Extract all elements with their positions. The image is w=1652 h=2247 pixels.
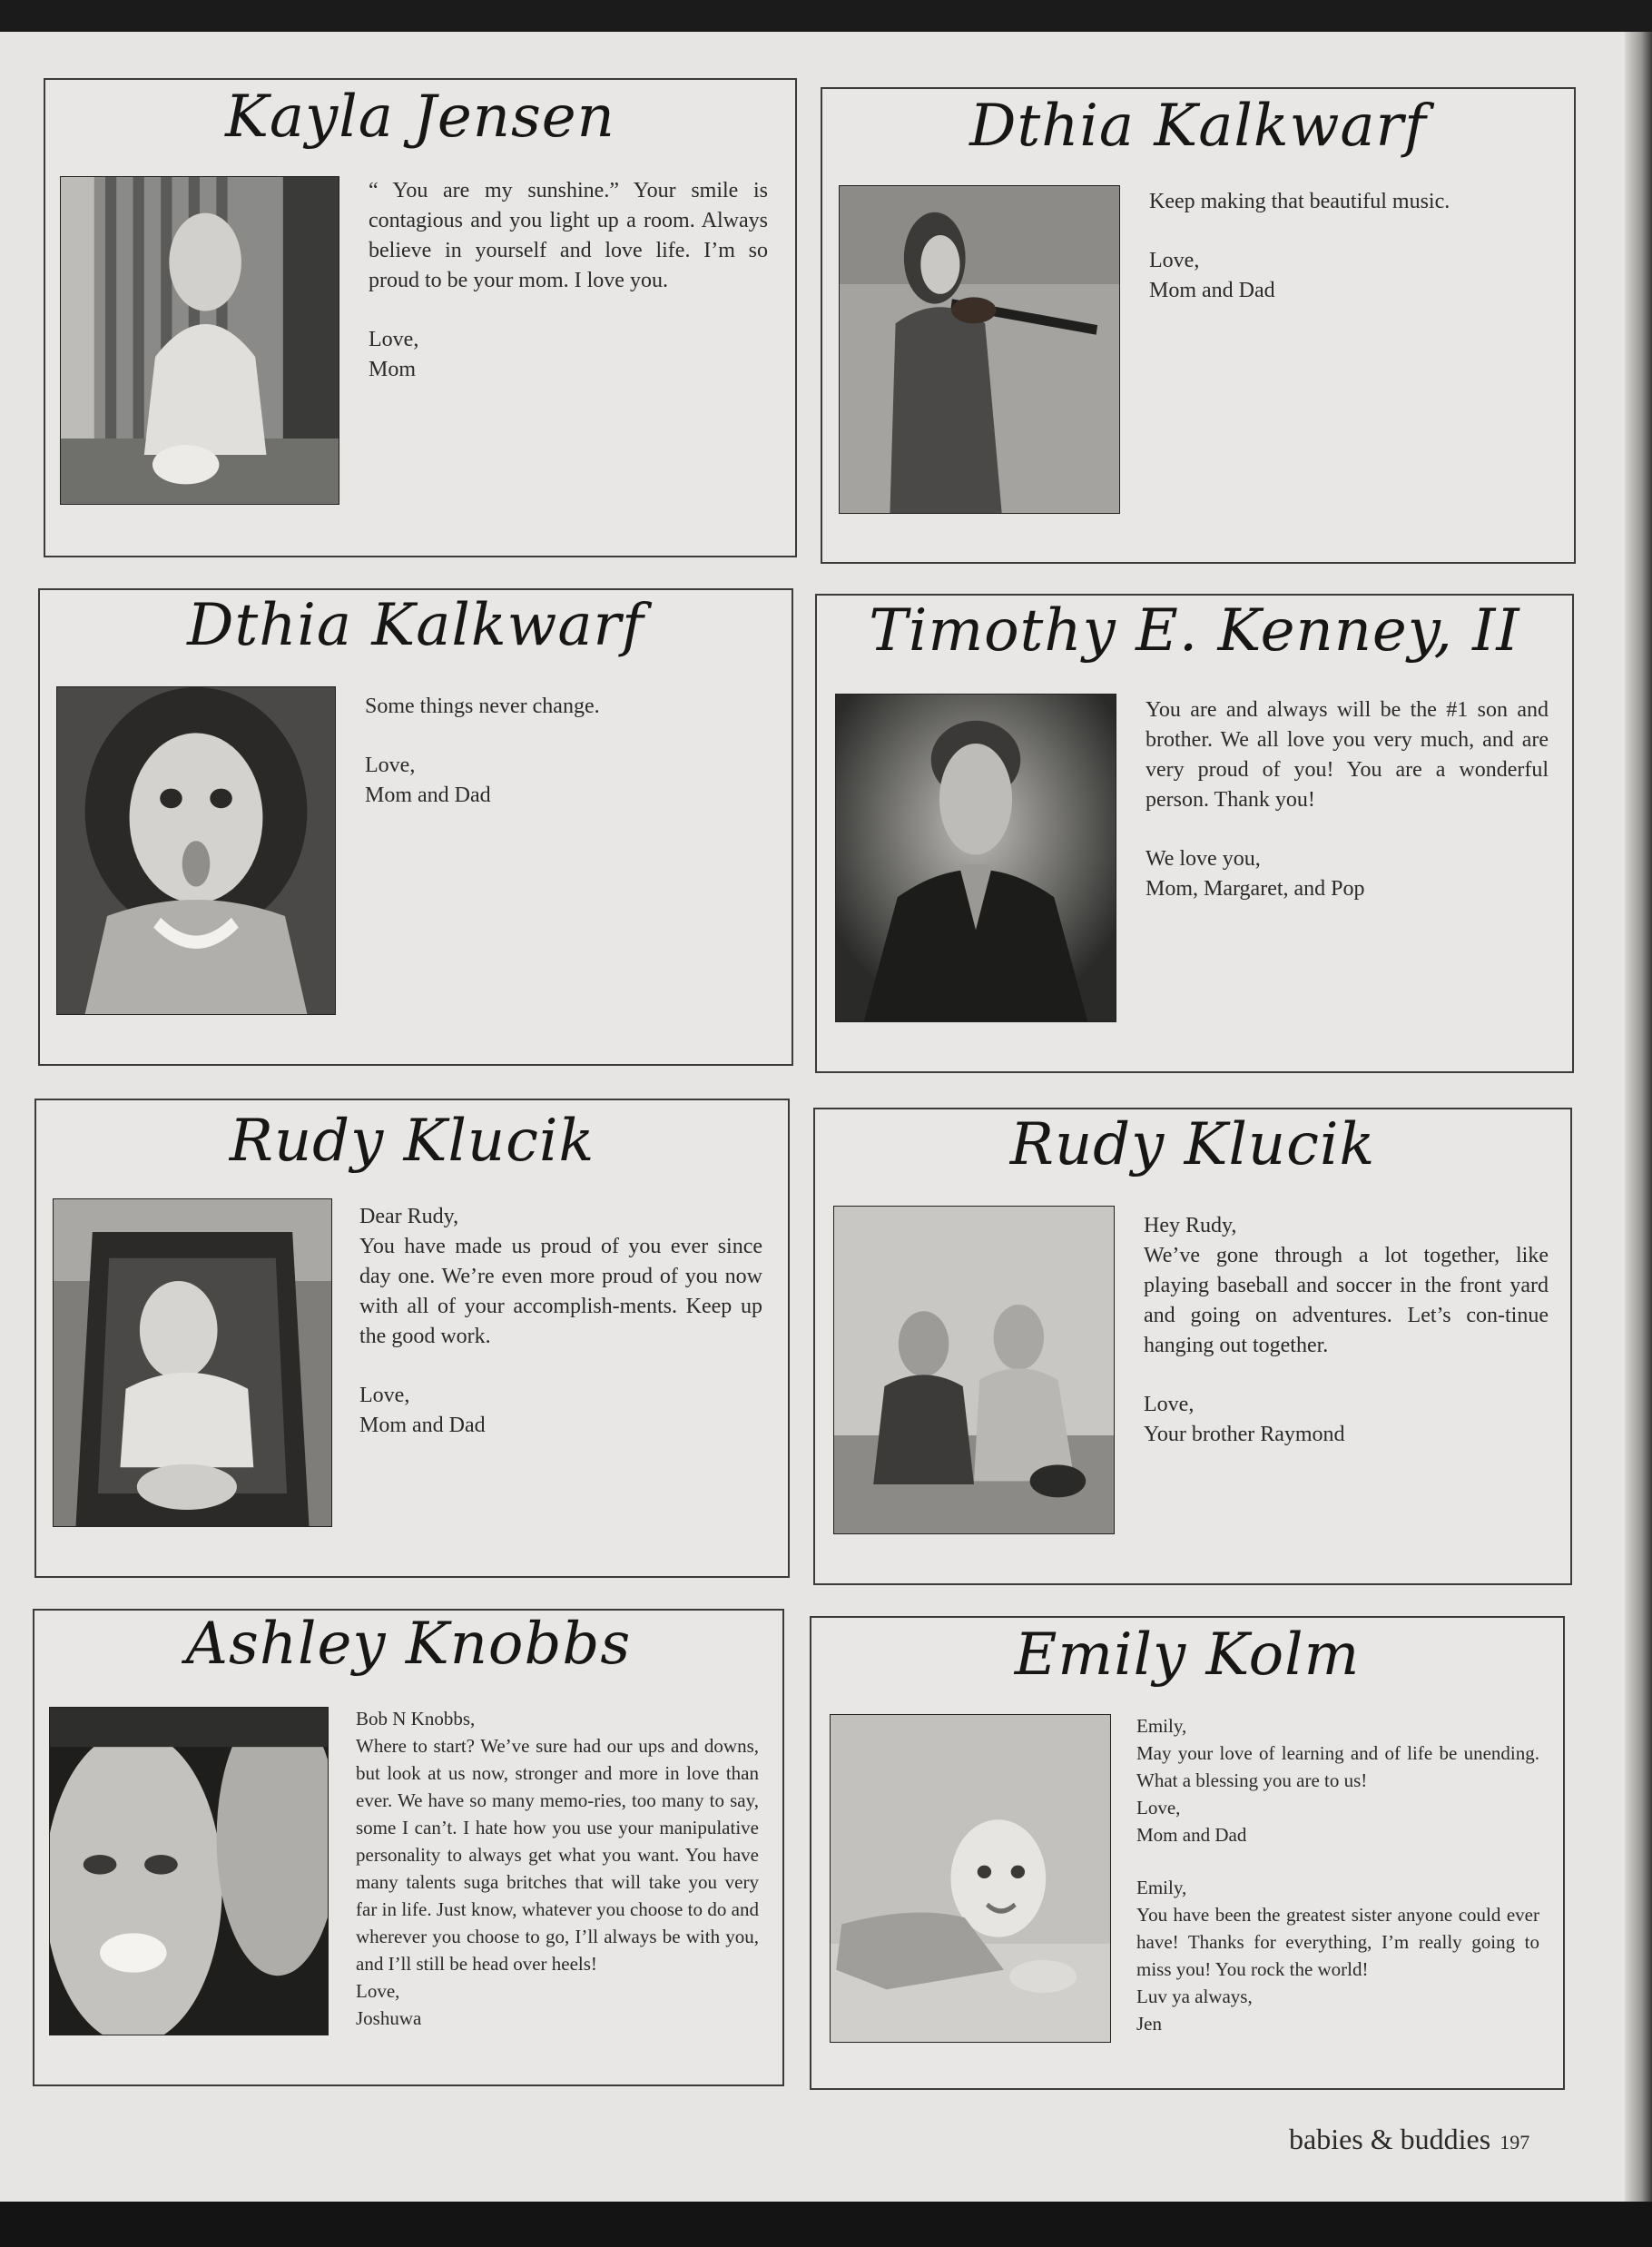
message-line: Your brother Raymond [1144, 1423, 1345, 1446]
message-line: May your love of learning and of life be unending. What a blessing you are to us! [1136, 1742, 1539, 1791]
message-line: Love, [1144, 1393, 1195, 1416]
ad-panel-kayla-jensen [44, 78, 797, 557]
ad-message [369, 176, 768, 385]
message-line: “ You are my sunshine.” Your smile is contagious and you light up a room. Always believe in yourself and love life. I’m so proud to be your mom. I love you. [369, 179, 768, 292]
message-line: Emily, [1136, 1715, 1187, 1737]
ad-panel-rudy-klucik-2 [813, 1108, 1572, 1585]
ad-panel-timothy-kenney [815, 594, 1574, 1073]
message-line: Jen [1136, 2013, 1162, 2035]
message-line: You have made us proud of you ever since day one. We’re even more proud of you now with all of your accomplish-ments. Keep up the good work. [359, 1235, 762, 1348]
ad-panel-ashley-knobbs [33, 1609, 784, 2086]
message-line: We love you, [1146, 847, 1261, 871]
ad-name: Rudy Klucik [1009, 1111, 1376, 1178]
ad-message [1146, 695, 1549, 904]
message-line: Some things never change. [365, 695, 600, 718]
ad-name: Rudy Klucik [229, 1108, 595, 1175]
ad-panel-dthia-kalkwarf-2 [38, 588, 793, 1066]
ad-panel-rudy-klucik-1 [34, 1099, 790, 1578]
message-line: Love, [365, 754, 416, 777]
ad-message [1149, 187, 1549, 306]
scan-bottom-edge [0, 2202, 1652, 2247]
message-line: You have been the greatest sister anyone could ever have! Thanks for everything, I’m really going to miss you! You rock the world! [1136, 1904, 1539, 1980]
message-line: Luv ya always, [1136, 1986, 1253, 2007]
ad-message [356, 1705, 759, 2032]
baby-in-stroller-photo [53, 1198, 332, 1527]
message-line: Mom, Margaret, and Pop [1146, 877, 1365, 901]
ad-name: Emily Kolm [1014, 1621, 1361, 1689]
page-edge-shadow [1625, 32, 1652, 2202]
message-line: Mom and Dad [1136, 1824, 1247, 1846]
message-line: Where to start? We’ve sure had our ups and downs, but look at us now, stronger and more in love than ever. We have so many memo-ries, too many to say, some I can’t. I hate how you use your manipulative personality to always get what you want. You have many talents suga britches that will take you very far in life. Just know, whatever you choose to do and wherever you choose to go, I’ll always be with you, and I’ll still be head over heels! [356, 1735, 759, 1975]
ad-panel-dthia-kalkwarf-1 [821, 87, 1576, 564]
message-line: We’ve gone through a lot together, like playing baseball and soccer in the front yard and going on adventures. Let’s con-tinue hanging out together. [1144, 1244, 1549, 1357]
girl-sticking-out-tongue-photo [56, 686, 336, 1015]
section-title: babies & buddies [1289, 2123, 1491, 2155]
page-number: 197 [1500, 2131, 1530, 2153]
message-line: Mom and Dad [359, 1414, 486, 1437]
message-line: Mom and Dad [365, 783, 491, 807]
message-line: Joshuwa [356, 2007, 422, 2029]
ad-message [1136, 1712, 1539, 2037]
message-line: Love, [356, 1980, 400, 2002]
two-faces-closeup-photo [49, 1707, 329, 2035]
message-line: Emily, [1136, 1877, 1187, 1898]
ad-message [1144, 1211, 1549, 1450]
ad-name: Dthia Kalkwarf [187, 592, 644, 659]
ad-name: Kayla Jensen [225, 84, 615, 151]
ad-message [365, 692, 764, 811]
page-footer [1289, 2123, 1529, 2156]
ad-name: Dthia Kalkwarf [969, 93, 1427, 160]
ad-message [359, 1202, 762, 1441]
message-line: Mom and Dad [1149, 279, 1275, 302]
ad-panel-emily-kolm [810, 1616, 1565, 2090]
girl-with-violin-photo [839, 185, 1120, 514]
baby-crawling-photo [830, 1714, 1111, 2043]
two-boys-sitting-photo [833, 1206, 1115, 1534]
toddler-in-chair-photo [60, 176, 339, 505]
message-line: Mom [369, 358, 417, 381]
ad-name: Ashley Knobbs [185, 1611, 632, 1678]
message-line: Love, [369, 328, 419, 351]
message-line: Bob N Knobbs, [356, 1708, 476, 1730]
message-line: Dear Rudy, [359, 1205, 459, 1228]
message-line: Love, [359, 1384, 410, 1407]
message-line: Keep making that beautiful music. [1149, 190, 1450, 213]
message-line: Love, [1136, 1797, 1181, 1818]
message-line: Love, [1149, 249, 1200, 272]
boy-in-leather-jacket-photo [835, 694, 1116, 1022]
ad-name: Timothy E. Kenney, II [869, 597, 1520, 665]
message-line: You are and always will be the #1 son and brother. We all love you very much, and are very proud of you! You are a wonderful person. Thank you! [1146, 698, 1549, 812]
message-line: Hey Rudy, [1144, 1214, 1237, 1237]
